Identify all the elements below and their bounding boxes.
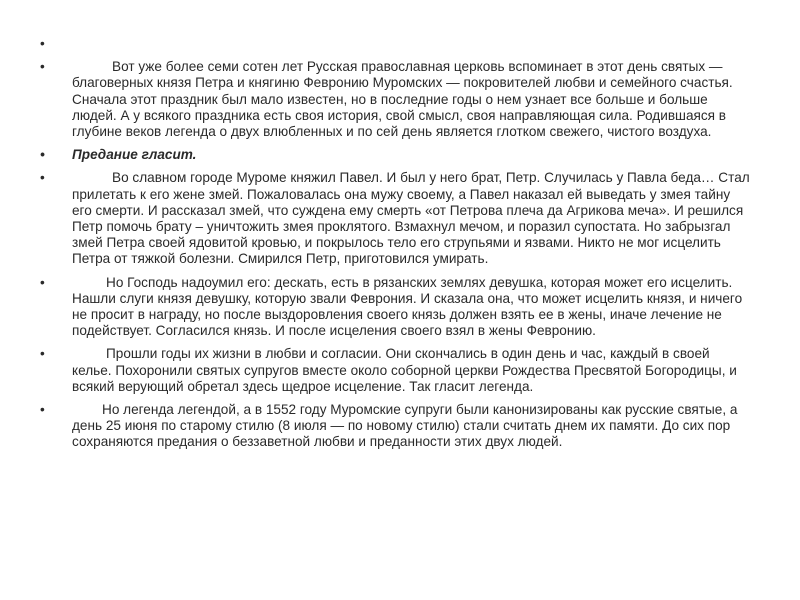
canonization-paragraph [40,402,750,451]
legend-heading [40,147,750,163]
bullet-list [40,36,750,451]
intro-paragraph-text: Вот уже более семи сотен лет Русская православная церковь вспоминает в этот день святых — благоверных князя Петра и княгиню Февронию Муромских — покровителей любви и семейного счастья. Сначала этот праздник был мало известен, но в последние годы о нем узнает все больше и больше людей. А у всякого праздника есть своя история, свой смысл, своя направляющая сила. Родившаяся в глубине веков легенда о двух влюбленных и по сей день является глотком свежего, чистого воздуха. [72,59,733,139]
legend-paragraph-2-text: Но Господь надоумил его: дескать, есть в рязанских землях девушка, которая может его исцелить. Нашли слуги князя девушку, которую звали Феврония. И сказала она, что может исцелить князя, и ничего не просит в награду, но после выздоровления своего князь должен взять ее в жены, иначе лечение не подействует. Согласился князь. И после исцеления своего взял в жены Февронию. [72,274,743,339]
legend-paragraph-3-text: Прошли годы их жизни в любви и согласии. Они скончались в один день и час, каждый в своей келье. Похоронили святых супругов вместе около соборной церкви Рождества Пресвятой Богородицы, и всякий верующий обретал здесь щедрое исцеление. Так гласит легенда. [72,346,737,394]
canonization-paragraph-text: Но легенда легендой, а в 1552 году Муромские супруги были канонизированы как русские святые, а день 25 июня по старому стилю (8 июля — по новому стилю) стали считать днем их памяти. До сих пор сохраняются предания о беззаветной любви и преданности этих двух людей. [72,402,738,450]
legend-heading-text: Предание гласит. [72,147,197,163]
empty-bullet [40,36,750,52]
legend-paragraph-1 [40,170,750,267]
legend-paragraph-3 [40,346,750,395]
legend-paragraph-1-text: Во славном городе Муроме княжил Павел. И был у него брат, Петр. Случилась у Павла беда… Стал прилетать к его жене змей. Пожаловалась она мужу своему, а Павел наказал ей выведать у змея тайну его смерти. И рассказал змей, что суждена ему смерть «от Петрова плеча да Агрикова меча». И решился Петр помочь брату – уничтожить змея проклятого. Взмахнул мечом, и поразил супостата. Но забрызгал змей Петра своей ядовитой кровью, и покрылось тело его струпьями и язвами. Никто не мог исцелить Петра от тяжкой болезни. Смирился Петр, приготовился умирать. [72,170,750,267]
intro-paragraph [40,59,750,140]
legend-paragraph-2 [40,275,750,340]
